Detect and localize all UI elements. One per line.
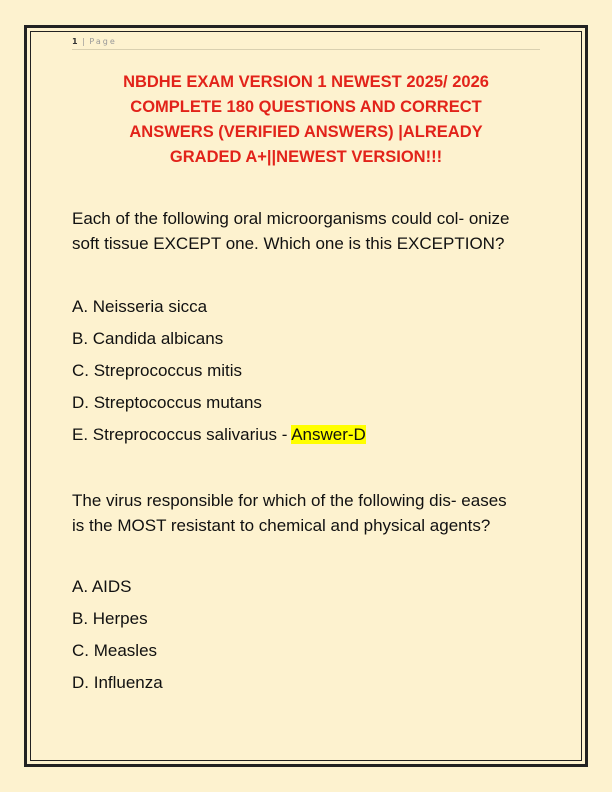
question-2-option-c: C. Measles — [72, 641, 158, 660]
page-number: 1 — [72, 37, 78, 46]
question-2-option-b: B. Herpes — [72, 609, 148, 628]
title-line: COMPLETE 180 QUESTIONS AND CORRECT — [130, 98, 482, 116]
question-line: Each of the following oral microorganisms could col- onize — [72, 209, 510, 228]
header-separator: | — [82, 37, 85, 46]
question-line: The virus responsible for which of the following dis- eases — [72, 491, 507, 510]
option-e-label: E. Streprococcus salivarius - — [72, 425, 292, 444]
answer-highlight: Answer-D — [291, 425, 366, 444]
question-2-text — [72, 488, 552, 538]
question-1-option-b: B. Candida albicans — [72, 329, 224, 348]
title-line: GRADED A+||NEWEST VERSION!!! — [169, 148, 443, 166]
question-1-option-d: D. Streptococcus mutans — [72, 393, 262, 412]
question-2-option-d: D. Influenza — [72, 673, 163, 692]
page-label: Page — [89, 37, 117, 46]
title-line: NBDHE EXAM VERSION 1 NEWEST 2025/ 2026 — [123, 73, 489, 91]
question-1-option-a: A. Neisseria sicca — [72, 297, 208, 316]
question-1-option-c: C. Streprococcus mitis — [72, 361, 243, 380]
question-1-option-e — [72, 424, 366, 446]
question-line: soft tissue EXCEPT one. Which one is this EXCEPTION? — [72, 234, 505, 253]
question-2-option-a: A. AIDS — [72, 577, 132, 596]
question-line: is the MOST resistant to chemical and physical agents? — [72, 516, 491, 535]
document-title — [72, 70, 540, 170]
page-header — [72, 37, 540, 50]
title-line: ANSWERS (VERIFIED ANSWERS) |ALREADY — [129, 123, 483, 141]
question-1-text — [72, 206, 552, 256]
